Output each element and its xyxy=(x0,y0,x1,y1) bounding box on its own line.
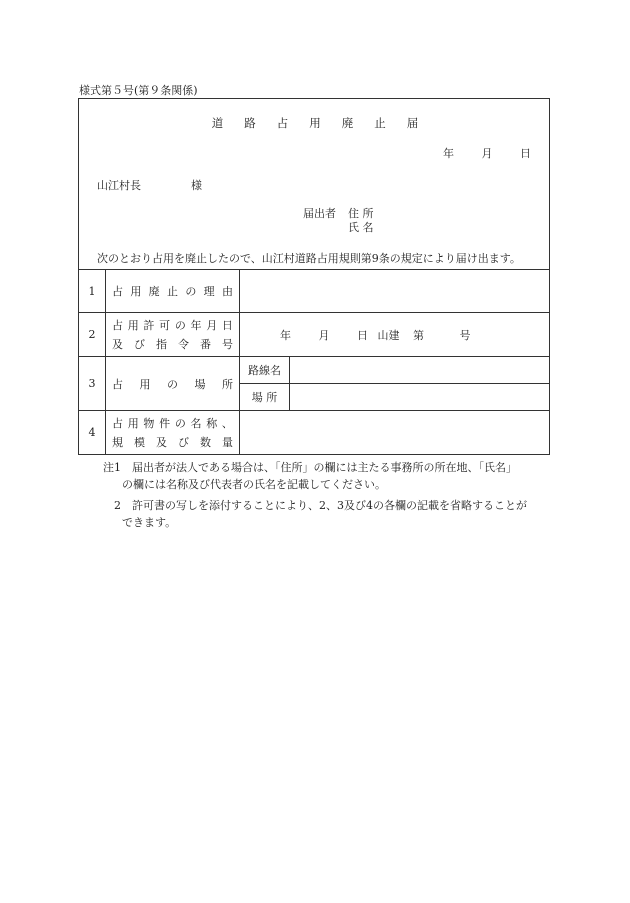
table-row xyxy=(79,411,550,455)
permit-prefix: 山建 xyxy=(377,328,400,342)
location-label: 場 所 xyxy=(240,384,290,411)
row-label-text: 占 用 物 件 の 名 称 、 xyxy=(112,417,233,430)
addressee-name: 山江村長 xyxy=(97,179,141,192)
applicant-label: 届出者 xyxy=(303,207,336,220)
date-line xyxy=(419,145,531,161)
row-number: 1 xyxy=(79,270,106,313)
applicant-name-label: 氏 名 xyxy=(348,221,374,234)
date-year: 年 xyxy=(443,147,454,160)
note-2-line2: できます。 xyxy=(122,516,177,529)
form-sheet xyxy=(78,98,550,455)
date-month: 月 xyxy=(481,147,493,160)
addressee xyxy=(97,177,202,193)
permit-dai: 第 xyxy=(413,328,424,342)
table-row xyxy=(79,270,550,313)
row-label-text: 占 用 許 可 の 年 月 日 xyxy=(112,319,233,332)
row-label-text: 及 び 指 令 番 号 xyxy=(112,338,233,351)
reason-value-cell[interactable] xyxy=(240,270,550,313)
date-day: 日 xyxy=(520,147,531,160)
form-number-label: 様式第５号(第９条関係) xyxy=(79,84,198,97)
intro-text: 次のとおり占用を廃止したので、山江村道路占用規則第9条の規定により届け出ます。 xyxy=(97,252,521,265)
details-table xyxy=(78,269,550,455)
row-label-reason xyxy=(106,270,240,313)
row-label-object xyxy=(106,411,240,455)
table-row xyxy=(79,313,550,357)
row-number: 2 xyxy=(79,313,106,357)
permit-year: 年 xyxy=(280,328,291,342)
row-label-text: 占 用 廃 止 の 理 由 xyxy=(112,285,233,298)
note-1 xyxy=(103,459,517,493)
form-title: 道路占用廃止届 xyxy=(211,116,440,130)
row-number: 4 xyxy=(79,411,106,455)
permit-month: 月 xyxy=(318,328,330,342)
row-label-place xyxy=(106,357,240,411)
note-2-line1: 許可書の写しを添付することにより、2、3及び4の各欄の記載を省略することが xyxy=(132,499,527,512)
route-name-value-cell[interactable] xyxy=(290,357,550,384)
permit-go: 号 xyxy=(459,328,471,342)
table-row xyxy=(79,357,550,384)
applicant-address-label: 住 所 xyxy=(348,207,374,220)
note-1-prefix: 注1 xyxy=(103,461,121,474)
row-label-permit xyxy=(106,313,240,357)
applicant-block xyxy=(303,207,374,235)
note-2 xyxy=(114,497,527,531)
row-label-text: 占 用 の 場 所 xyxy=(112,377,233,391)
row-label-text: 規 模 及 び 数 量 xyxy=(112,436,233,449)
note-1-line2: の欄には名称及び代表者の氏名を記載してください。 xyxy=(122,478,386,491)
location-value-cell[interactable] xyxy=(290,384,550,411)
note-1-line1: 届出者が法人である場合は、「住所」の欄には主たる事務所の所在地、「氏名」 xyxy=(132,461,517,474)
route-name-label: 路線名 xyxy=(240,357,290,384)
addressee-honorific: 様 xyxy=(191,179,202,192)
object-value-cell[interactable] xyxy=(240,411,550,455)
note-2-prefix: 2 xyxy=(114,499,121,512)
permit-value-cell[interactable] xyxy=(240,313,550,357)
row-number: 3 xyxy=(79,357,106,411)
permit-day: 日 xyxy=(357,328,368,342)
